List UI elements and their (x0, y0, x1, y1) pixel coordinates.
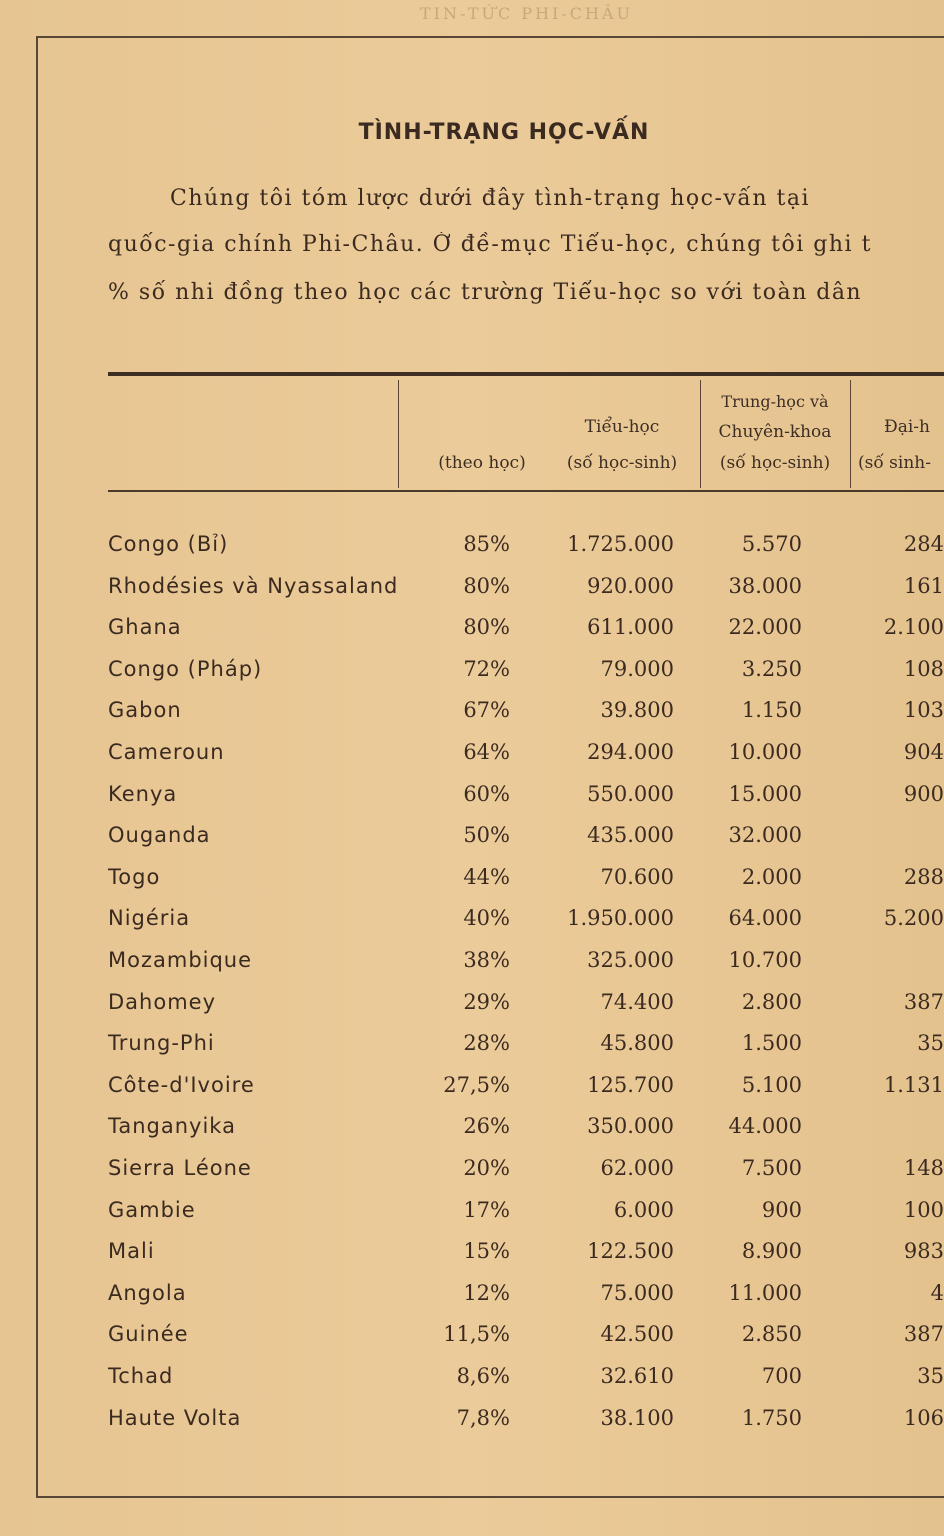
percent-cell: 64% (463, 740, 510, 764)
primary-students-cell: 79.000 (600, 656, 674, 681)
percent-cell: 26% (463, 1114, 510, 1139)
table-top-rule (108, 372, 944, 376)
secondary-students-cell: 1.150 (741, 698, 802, 723)
country-cell: Congo (Pháp) (108, 656, 263, 681)
university-students-cell: 35 (917, 1364, 944, 1388)
table-row (0, 574, 944, 604)
column-divider (850, 380, 851, 488)
table-row (0, 615, 944, 645)
country-cell: Tanganyika (108, 1114, 236, 1139)
primary-students-cell: 920.000 (587, 573, 674, 598)
country-cell: Sierra Léone (108, 1156, 252, 1180)
country-cell: Angola (108, 1280, 187, 1305)
primary-students-cell: 1.725.000 (567, 532, 674, 556)
secondary-students-cell: 7.500 (741, 1156, 802, 1180)
table-row (0, 532, 944, 562)
frame-bottom-rule (36, 1496, 944, 1498)
university-students-cell: 106 (903, 1405, 944, 1430)
primary-students-cell: 350.000 (587, 1114, 674, 1139)
intro-line-3: % số nhi đồng theo học các trường Tiểu-học so với toàn dân (108, 280, 863, 305)
country-cell: Gabon (108, 698, 182, 723)
country-cell: Rhodésies và Nyassaland (108, 573, 399, 598)
primary-students-cell: 75.000 (600, 1280, 674, 1305)
header-bottom-rule (108, 490, 944, 492)
university-students-cell: 900 (903, 781, 944, 806)
university-students-cell: 288 (903, 864, 944, 889)
percent-cell: 7,8% (456, 1405, 510, 1430)
table-row (0, 657, 944, 687)
secondary-students-cell: 32.000 (728, 823, 802, 848)
primary-students-cell: 32.610 (600, 1364, 674, 1388)
secondary-students-cell: 8.900 (741, 1239, 802, 1264)
page-title: TÌNH-TRẠNG HỌC-VẤN (358, 120, 650, 145)
country-cell: Haute Volta (108, 1405, 242, 1430)
primary-students-cell: 38.100 (600, 1405, 674, 1430)
country-cell: Cameroun (108, 740, 225, 764)
percent-cell: 38% (463, 948, 510, 972)
university-students-cell: 4 (930, 1280, 944, 1305)
percent-cell: 40% (463, 906, 510, 931)
percent-cell: 60% (463, 781, 510, 806)
table-row (0, 1114, 944, 1144)
university-students-cell: 387 (903, 989, 944, 1014)
primary-students-cell: 39.800 (600, 698, 674, 723)
header-secondary-title-1: Trung-học và (721, 392, 829, 411)
percent-cell: 72% (463, 656, 510, 681)
secondary-students-cell: 10.000 (728, 740, 802, 764)
secondary-students-cell: 64.000 (728, 906, 802, 931)
header-secondary-title-2: Chuyên-khoa (718, 422, 832, 442)
primary-students-cell: 325.000 (587, 948, 674, 972)
secondary-students-cell: 22.000 (728, 615, 802, 640)
percent-cell: 85% (463, 532, 510, 556)
percent-cell: 29% (463, 989, 510, 1014)
secondary-students-cell: 700 (761, 1364, 802, 1388)
country-cell: Côte-d'Ivoire (108, 1072, 255, 1097)
primary-students-cell: 70.600 (600, 864, 674, 889)
university-students-cell: 983 (903, 1239, 944, 1264)
percent-cell: 12% (463, 1280, 510, 1305)
percent-cell: 67% (463, 698, 510, 723)
table-row (0, 948, 944, 978)
percent-cell: 17% (463, 1197, 510, 1222)
header-univ-title: Đại-h (884, 417, 930, 437)
table-row (0, 1322, 944, 1352)
secondary-students-cell: 11.000 (728, 1280, 802, 1305)
percent-cell: 15% (463, 1239, 510, 1264)
primary-students-cell: 42.500 (600, 1322, 674, 1347)
country-cell: Guinée (108, 1322, 189, 1347)
university-students-cell: 103 (903, 698, 944, 723)
primary-students-cell: 62.000 (600, 1156, 674, 1180)
country-cell: Congo (Bỉ) (108, 532, 229, 556)
table-row (0, 1156, 944, 1186)
table-row (0, 1031, 944, 1061)
percent-cell: 80% (463, 573, 510, 598)
country-cell: Mozambique (108, 948, 253, 972)
running-head: TIN-TỨC PHI-CHÂU (420, 4, 633, 23)
percent-cell: 11,5% (443, 1322, 510, 1347)
percent-cell: 50% (463, 823, 510, 848)
table-row (0, 1281, 944, 1311)
table-row (0, 1364, 944, 1394)
country-cell: Gambie (108, 1197, 196, 1222)
university-students-cell: 387 (903, 1322, 944, 1347)
university-students-cell: 2.100 (883, 615, 944, 640)
header-primary-title: Tiểu-học (584, 417, 660, 437)
table-row (0, 1239, 944, 1269)
country-cell: Tchad (108, 1364, 174, 1388)
secondary-students-cell: 2.000 (741, 864, 802, 889)
country-cell: Ouganda (108, 823, 211, 848)
country-cell: Trung-Phi (108, 1031, 215, 1056)
table-row (0, 865, 944, 895)
university-students-cell: 35 (917, 1031, 944, 1056)
percent-cell: 27,5% (443, 1072, 510, 1097)
percent-cell: 8,6% (456, 1364, 510, 1388)
table-row (0, 782, 944, 812)
university-students-cell: 148 (903, 1156, 944, 1180)
primary-students-cell: 294.000 (587, 740, 674, 764)
header-secondary-unit: (số học-sinh) (719, 453, 831, 473)
primary-students-cell: 611.000 (587, 615, 674, 640)
table-row (0, 1198, 944, 1228)
primary-students-cell: 550.000 (587, 781, 674, 806)
university-students-cell: 1.131 (883, 1072, 944, 1097)
primary-students-cell: 74.400 (600, 989, 674, 1014)
percent-cell: 44% (463, 864, 510, 889)
table-row (0, 990, 944, 1020)
university-students-cell: 5.200 (883, 906, 944, 931)
table-row (0, 1073, 944, 1103)
university-students-cell: 904 (903, 740, 944, 764)
secondary-students-cell: 1.500 (741, 1031, 802, 1056)
university-students-cell: 284 (903, 532, 944, 556)
country-cell: Nigéria (108, 906, 191, 931)
university-students-cell: 161 (903, 573, 944, 598)
table-row (0, 823, 944, 853)
primary-students-cell: 435.000 (587, 823, 674, 848)
secondary-students-cell: 1.750 (741, 1405, 802, 1430)
secondary-students-cell: 15.000 (728, 781, 802, 806)
secondary-students-cell: 5.570 (741, 532, 802, 556)
secondary-students-cell: 5.100 (741, 1072, 802, 1097)
country-cell: Togo (108, 864, 161, 889)
country-cell: Dahomey (108, 989, 217, 1014)
header-primary-unit: (số học-sinh) (566, 453, 678, 473)
secondary-students-cell: 3.250 (741, 656, 802, 681)
table-row (0, 698, 944, 728)
header-univ-unit: (số sinh- (858, 453, 931, 473)
secondary-students-cell: 2.800 (741, 989, 802, 1014)
intro-line-1: Chúng tôi tóm lược dưới đây tình-trạng học-vấn tại (170, 186, 810, 211)
university-students-cell: 108 (903, 656, 944, 681)
frame-top-rule (36, 36, 944, 38)
university-students-cell: 100 (903, 1197, 944, 1222)
table-row (0, 740, 944, 770)
secondary-students-cell: 2.850 (741, 1322, 802, 1347)
country-cell: Kenya (108, 781, 178, 806)
percent-cell: 20% (463, 1156, 510, 1180)
intro-line-2: quốc-gia chính Phi-Châu. Ở đề-mục Tiểu-học, chúng tôi ghi t (108, 232, 872, 257)
secondary-students-cell: 10.700 (728, 948, 802, 972)
primary-students-cell: 45.800 (600, 1031, 674, 1056)
column-divider (398, 380, 399, 488)
table-row (0, 1406, 944, 1436)
secondary-students-cell: 38.000 (728, 573, 802, 598)
header-pct: (theo học) (438, 453, 526, 473)
percent-cell: 80% (463, 615, 510, 640)
percent-cell: 28% (463, 1031, 510, 1056)
column-divider (700, 380, 701, 488)
primary-students-cell: 1.950.000 (567, 906, 674, 931)
primary-students-cell: 122.500 (587, 1239, 674, 1264)
primary-students-cell: 125.700 (587, 1072, 674, 1097)
country-cell: Ghana (108, 615, 182, 640)
secondary-students-cell: 44.000 (728, 1114, 802, 1139)
table-row (0, 906, 944, 936)
secondary-students-cell: 900 (761, 1197, 802, 1222)
primary-students-cell: 6.000 (613, 1197, 674, 1222)
country-cell: Mali (108, 1239, 155, 1264)
